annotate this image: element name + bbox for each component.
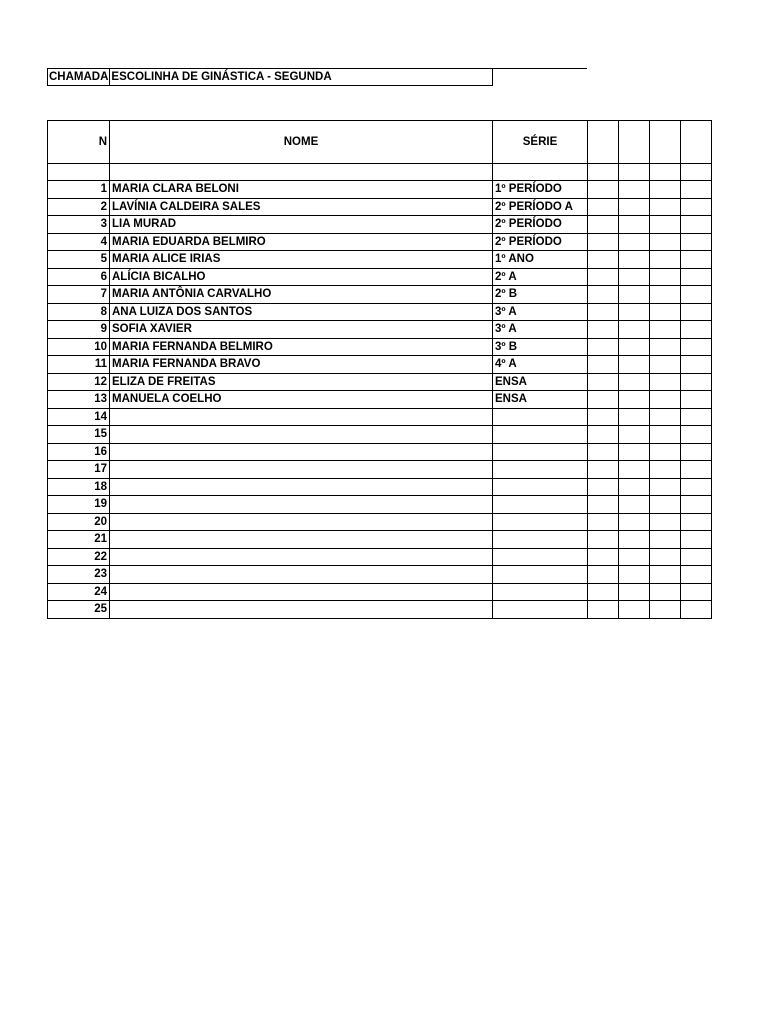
row-number: 15 (48, 426, 110, 444)
student-grade: 3º A (493, 321, 588, 339)
student-grade: 3º A (493, 303, 588, 321)
table-row (48, 513, 712, 531)
table-row (48, 408, 712, 426)
row-number: 16 (48, 443, 110, 461)
table-row (48, 286, 712, 304)
attendance-checkbox-cell[interactable] (619, 408, 650, 426)
sheet-header (47, 68, 493, 86)
attendance-checkbox-cell[interactable] (681, 426, 712, 444)
attendance-checkbox-cell[interactable] (650, 478, 681, 496)
row-number: 25 (48, 601, 110, 619)
column-header-grade: SÉRIE (493, 121, 588, 164)
attendance-checkbox-cell[interactable] (681, 583, 712, 601)
attendance-column-header (681, 121, 712, 164)
student-grade: 2º PERÍODO A (493, 198, 588, 216)
table-cell (110, 164, 493, 181)
student-grade: 1º ANO (493, 251, 588, 269)
table-row (48, 601, 712, 619)
attendance-checkbox-cell[interactable] (588, 268, 619, 286)
attendance-checkbox-cell[interactable] (588, 496, 619, 514)
table-row (48, 478, 712, 496)
attendance-checkbox-cell[interactable] (619, 496, 650, 514)
attendance-table (47, 120, 712, 619)
attendance-checkbox-cell[interactable] (650, 601, 681, 619)
attendance-checkbox-cell[interactable] (619, 356, 650, 374)
attendance-checkbox-cell[interactable] (588, 548, 619, 566)
student-grade: 2º B (493, 286, 588, 304)
attendance-checkbox-cell[interactable] (588, 478, 619, 496)
attendance-checkbox-cell[interactable] (681, 303, 712, 321)
student-grade (493, 443, 588, 461)
attendance-checkbox-cell[interactable] (588, 391, 619, 409)
table-row (48, 496, 712, 514)
table-row (48, 321, 712, 339)
table-cell (650, 164, 681, 181)
student-name: MANUELA COELHO (110, 391, 493, 409)
attendance-checkbox-cell[interactable] (650, 181, 681, 199)
student-grade: 2º A (493, 268, 588, 286)
attendance-checkbox-cell[interactable] (650, 461, 681, 479)
row-number: 13 (48, 391, 110, 409)
attendance-checkbox-cell[interactable] (619, 478, 650, 496)
attendance-checkbox-cell[interactable] (619, 373, 650, 391)
table-row (48, 583, 712, 601)
attendance-checkbox-cell[interactable] (619, 531, 650, 549)
attendance-checkbox-cell[interactable] (681, 566, 712, 584)
row-number: 22 (48, 548, 110, 566)
attendance-checkbox-cell[interactable] (650, 391, 681, 409)
student-grade (493, 583, 588, 601)
table-row (48, 391, 712, 409)
column-header-name: NOME (110, 121, 493, 164)
attendance-checkbox-cell[interactable] (650, 268, 681, 286)
table-cell (681, 164, 712, 181)
student-name: ELIZA DE FREITAS (110, 373, 493, 391)
table-row (48, 338, 712, 356)
student-name: MARIA ANTÔNIA CARVALHO (110, 286, 493, 304)
attendance-checkbox-cell[interactable] (619, 601, 650, 619)
student-name (110, 443, 493, 461)
header-label: CHAMADA (48, 69, 110, 86)
attendance-checkbox-cell[interactable] (681, 461, 712, 479)
attendance-checkbox-cell[interactable] (650, 426, 681, 444)
attendance-checkbox-cell[interactable] (588, 601, 619, 619)
attendance-checkbox-cell[interactable] (588, 356, 619, 374)
table-row (48, 443, 712, 461)
table-row (48, 356, 712, 374)
attendance-checkbox-cell[interactable] (681, 216, 712, 234)
attendance-checkbox-cell[interactable] (588, 251, 619, 269)
attendance-checkbox-cell[interactable] (650, 356, 681, 374)
student-grade (493, 566, 588, 584)
attendance-checkbox-cell[interactable] (681, 356, 712, 374)
student-name (110, 461, 493, 479)
attendance-checkbox-cell[interactable] (619, 198, 650, 216)
student-grade: ENSA (493, 391, 588, 409)
attendance-checkbox-cell[interactable] (619, 548, 650, 566)
student-grade (493, 513, 588, 531)
attendance-checkbox-cell[interactable] (619, 513, 650, 531)
attendance-checkbox-cell[interactable] (681, 268, 712, 286)
student-grade: 1º PERÍODO (493, 181, 588, 199)
attendance-checkbox-cell[interactable] (588, 408, 619, 426)
table-row (48, 461, 712, 479)
row-number: 9 (48, 321, 110, 339)
attendance-checkbox-cell[interactable] (650, 548, 681, 566)
attendance-checkbox-cell[interactable] (619, 286, 650, 304)
attendance-checkbox-cell[interactable] (650, 286, 681, 304)
student-name: SOFIA XAVIER (110, 321, 493, 339)
attendance-checkbox-cell[interactable] (588, 338, 619, 356)
attendance-checkbox-cell[interactable] (681, 338, 712, 356)
attendance-checkbox-cell[interactable] (588, 373, 619, 391)
student-name (110, 583, 493, 601)
table-header-row (48, 121, 712, 164)
attendance-checkbox-cell[interactable] (681, 513, 712, 531)
table-row (48, 268, 712, 286)
table-cell (48, 164, 110, 181)
attendance-checkbox-cell[interactable] (588, 181, 619, 199)
table-row (48, 548, 712, 566)
attendance-checkbox-cell[interactable] (681, 198, 712, 216)
attendance-checkbox-cell[interactable] (619, 443, 650, 461)
student-grade: 4º A (493, 356, 588, 374)
student-name (110, 408, 493, 426)
student-grade: 2º PERÍODO (493, 216, 588, 234)
student-name (110, 601, 493, 619)
attendance-checkbox-cell[interactable] (681, 496, 712, 514)
student-name: MARIA FERNANDA BELMIRO (110, 338, 493, 356)
student-grade (493, 531, 588, 549)
table-row (48, 198, 712, 216)
table-cell (493, 164, 588, 181)
row-number: 4 (48, 233, 110, 251)
row-number: 7 (48, 286, 110, 304)
attendance-column-header (619, 121, 650, 164)
student-name: LAVÍNIA CALDEIRA SALES (110, 198, 493, 216)
attendance-checkbox-cell[interactable] (650, 443, 681, 461)
student-name (110, 548, 493, 566)
student-grade (493, 408, 588, 426)
student-name: LIA MURAD (110, 216, 493, 234)
header-table (47, 68, 493, 86)
attendance-checkbox-cell[interactable] (650, 408, 681, 426)
attendance-checkbox-cell[interactable] (588, 461, 619, 479)
attendance-checkbox-cell[interactable] (588, 583, 619, 601)
table-row (48, 181, 712, 199)
table-row (48, 531, 712, 549)
attendance-checkbox-cell[interactable] (650, 321, 681, 339)
table-row (48, 566, 712, 584)
attendance-checkbox-cell[interactable] (619, 321, 650, 339)
attendance-checkbox-cell[interactable] (650, 216, 681, 234)
attendance-checkbox-cell[interactable] (650, 251, 681, 269)
student-name (110, 531, 493, 549)
attendance-checkbox-cell[interactable] (650, 373, 681, 391)
attendance-checkbox-cell[interactable] (619, 391, 650, 409)
attendance-checkbox-cell[interactable] (588, 426, 619, 444)
table-row (48, 251, 712, 269)
student-grade (493, 426, 588, 444)
attendance-checkbox-cell[interactable] (588, 216, 619, 234)
attendance-checkbox-cell[interactable] (650, 338, 681, 356)
attendance-checkbox-cell[interactable] (681, 181, 712, 199)
row-number: 24 (48, 583, 110, 601)
attendance-checkbox-cell[interactable] (681, 373, 712, 391)
student-name: ANA LUIZA DOS SANTOS (110, 303, 493, 321)
attendance-checkbox-cell[interactable] (650, 583, 681, 601)
student-name (110, 566, 493, 584)
attendance-checkbox-cell[interactable] (588, 198, 619, 216)
header-rule (492, 68, 587, 69)
table-row (48, 233, 712, 251)
student-name: MARIA CLARA BELONI (110, 181, 493, 199)
row-number: 6 (48, 268, 110, 286)
row-number: 10 (48, 338, 110, 356)
attendance-checkbox-cell[interactable] (588, 233, 619, 251)
student-grade (493, 601, 588, 619)
column-header-number: N (48, 121, 110, 164)
attendance-checkbox-cell[interactable] (650, 198, 681, 216)
row-number: 8 (48, 303, 110, 321)
attendance-checkbox-cell[interactable] (619, 216, 650, 234)
attendance-checkbox-cell[interactable] (619, 461, 650, 479)
attendance-checkbox-cell[interactable] (588, 443, 619, 461)
attendance-checkbox-cell[interactable] (681, 443, 712, 461)
student-grade (493, 496, 588, 514)
table-row (48, 216, 712, 234)
attendance-checkbox-cell[interactable] (681, 478, 712, 496)
student-grade: 2º PERÍODO (493, 233, 588, 251)
row-number: 5 (48, 251, 110, 269)
attendance-checkbox-cell[interactable] (650, 566, 681, 584)
attendance-checkbox-cell[interactable] (619, 251, 650, 269)
row-number: 2 (48, 198, 110, 216)
attendance-column-header (588, 121, 619, 164)
header-title: ESCOLINHA DE GINÁSTICA - SEGUNDA (110, 69, 493, 86)
attendance-checkbox-cell[interactable] (650, 233, 681, 251)
row-number: 17 (48, 461, 110, 479)
student-name: MARIA ALICE IRIAS (110, 251, 493, 269)
attendance-checkbox-cell[interactable] (588, 286, 619, 304)
student-name: MARIA FERNANDA BRAVO (110, 356, 493, 374)
row-number: 11 (48, 356, 110, 374)
attendance-checkbox-cell[interactable] (619, 268, 650, 286)
attendance-checkbox-cell[interactable] (588, 531, 619, 549)
table-row (48, 373, 712, 391)
table-row (48, 426, 712, 444)
attendance-checkbox-cell[interactable] (681, 286, 712, 304)
row-number: 18 (48, 478, 110, 496)
row-number: 12 (48, 373, 110, 391)
attendance-checkbox-cell[interactable] (681, 391, 712, 409)
attendance-checkbox-cell[interactable] (619, 338, 650, 356)
attendance-checkbox-cell[interactable] (681, 321, 712, 339)
row-number: 20 (48, 513, 110, 531)
attendance-checkbox-cell[interactable] (619, 233, 650, 251)
attendance-column-header (650, 121, 681, 164)
student-grade (493, 478, 588, 496)
student-grade (493, 461, 588, 479)
attendance-checkbox-cell[interactable] (588, 303, 619, 321)
spacer-row (48, 164, 712, 181)
attendance-checkbox-cell[interactable] (619, 426, 650, 444)
attendance-checkbox-cell[interactable] (681, 251, 712, 269)
table-cell (588, 164, 619, 181)
student-name: MARIA EDUARDA BELMIRO (110, 233, 493, 251)
student-grade (493, 548, 588, 566)
attendance-checkbox-cell[interactable] (650, 531, 681, 549)
student-name (110, 496, 493, 514)
attendance-checkbox-cell[interactable] (681, 601, 712, 619)
attendance-checkbox-cell[interactable] (619, 566, 650, 584)
attendance-checkbox-cell[interactable] (588, 321, 619, 339)
attendance-checkbox-cell[interactable] (588, 513, 619, 531)
attendance-checkbox-cell[interactable] (588, 566, 619, 584)
attendance-checkbox-cell[interactable] (619, 583, 650, 601)
attendance-checkbox-cell[interactable] (650, 496, 681, 514)
attendance-checkbox-cell[interactable] (619, 303, 650, 321)
row-number: 1 (48, 181, 110, 199)
attendance-checkbox-cell[interactable] (619, 181, 650, 199)
student-name (110, 426, 493, 444)
student-name (110, 478, 493, 496)
attendance-checkbox-cell[interactable] (681, 531, 712, 549)
attendance-checkbox-cell[interactable] (681, 233, 712, 251)
student-name: ALÍCIA BICALHO (110, 268, 493, 286)
row-number: 19 (48, 496, 110, 514)
student-grade: 3º B (493, 338, 588, 356)
table-cell (619, 164, 650, 181)
attendance-checkbox-cell[interactable] (650, 513, 681, 531)
attendance-checkbox-cell[interactable] (650, 303, 681, 321)
student-name (110, 513, 493, 531)
student-grade: ENSA (493, 373, 588, 391)
attendance-checkbox-cell[interactable] (681, 548, 712, 566)
attendance-checkbox-cell[interactable] (681, 408, 712, 426)
table-row (48, 303, 712, 321)
row-number: 3 (48, 216, 110, 234)
row-number: 14 (48, 408, 110, 426)
row-number: 23 (48, 566, 110, 584)
row-number: 21 (48, 531, 110, 549)
